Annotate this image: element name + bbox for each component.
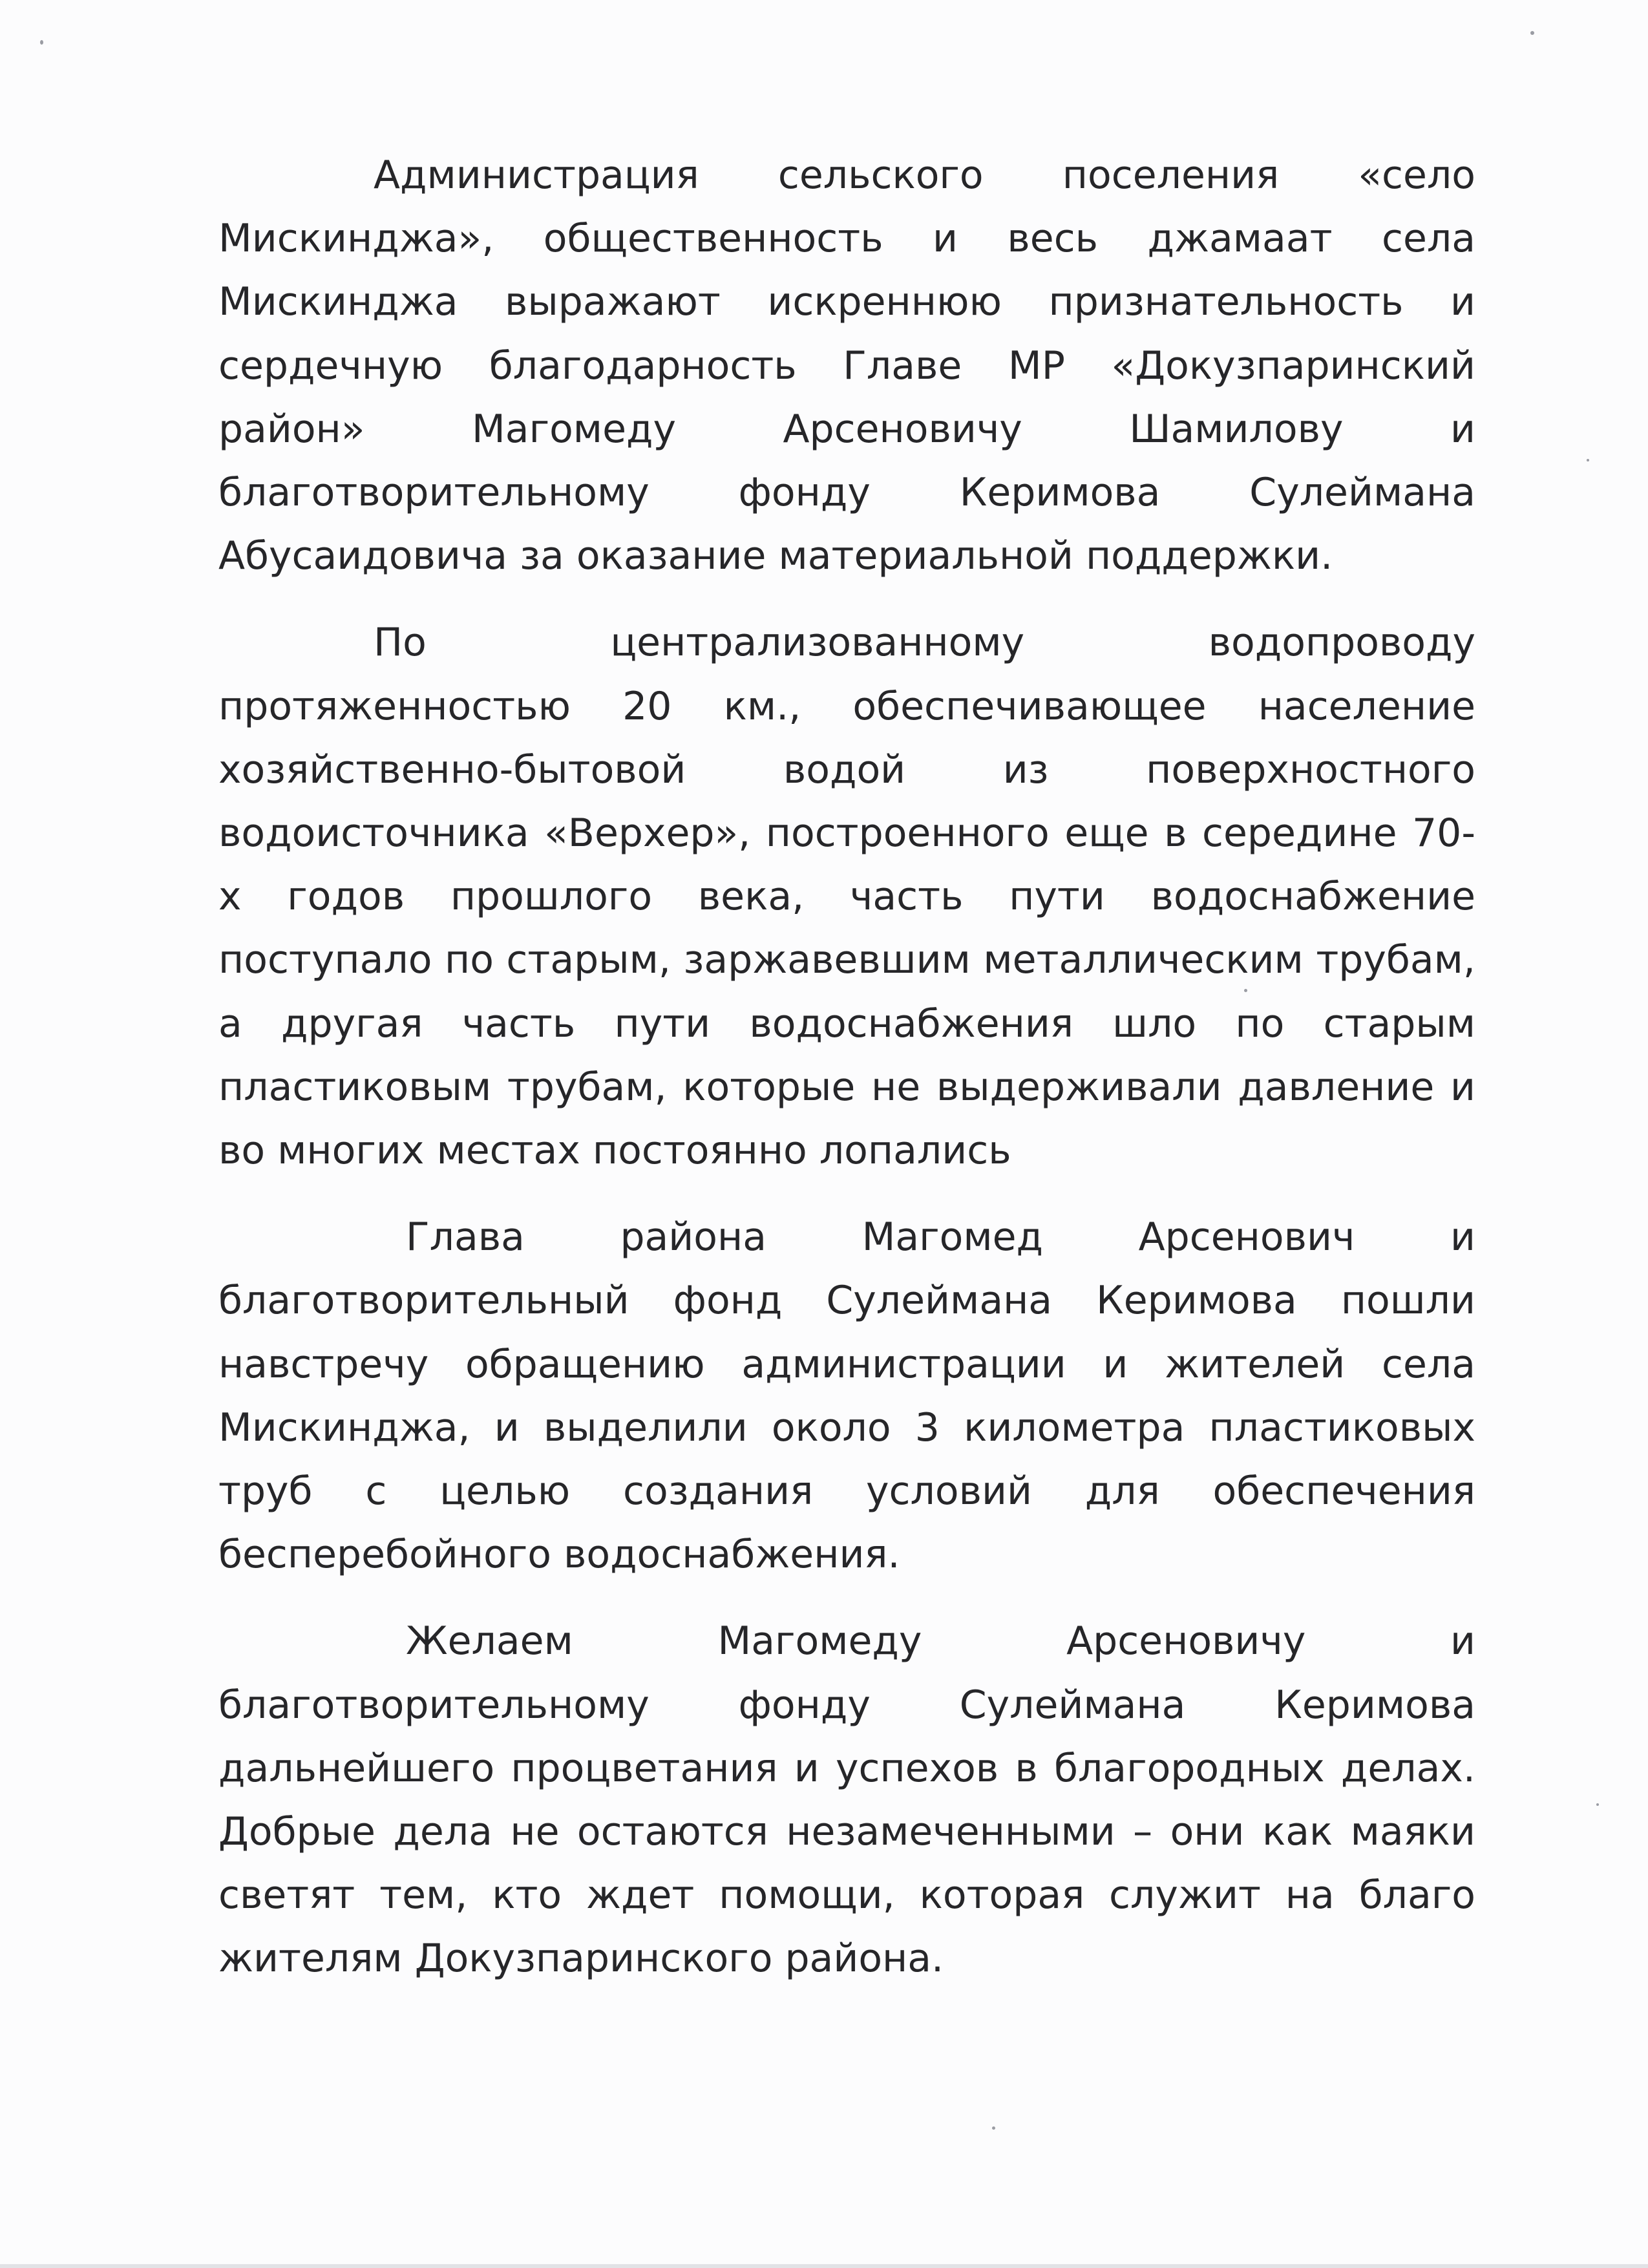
paragraph-gratitude: Администрация сельского поселения «село Мискинджа», общественность и весь джамаат села Мискинджа выражают искреннюю признательность и сердечную благодарность Главе МР «Докузпаринский район» Магомеду Арсеновичу Шамилову и благотворительному фонду Керимова Сулеймана Абусаидовича за оказание материальной поддержки. xyxy=(218,153,1475,579)
scan-speck xyxy=(1530,31,1534,35)
scan-speck xyxy=(992,2126,995,2130)
paragraph-water-pipeline: По централизованному водопроводу протяженностью 20 км., обеспечивающее население хозяйственно-бытовой водой из поверхностного водоисточника «Верхер», построенного еще в середине 70-х годов прошлого века, часть пути водоснабжение поступало по старым, заржавевшим металлическим трубам, а другая часть пути водоснабжения шло по старым пластиковым трубам, которые не выдерживали давление и во многих местах постоянно лопались xyxy=(218,620,1475,1174)
letter-body xyxy=(218,143,1475,2014)
paragraph-pipe-allocation: Глава района Магомед Арсенович и благотворительный фонд Сулеймана Керимова пошли навстречу обращению администрации и жителей села Мискинджа, и выделили около 3 километра пластиковых труб с целью создания условий для обеспечения бесперебойного водоснабжения. xyxy=(218,1214,1475,1578)
scan-speck xyxy=(1596,1803,1599,1806)
scan-speck xyxy=(40,40,43,45)
scan-bottom-edge xyxy=(0,2264,1648,2268)
paragraph-wishes: Желаем Магомеду Арсеновичу и благотворительному фонду Сулеймана Керимова дальнейшего процветания и успехов в благородных делах. Добрые дела не остаются незамеченными – они как маяки светят тем, кто ждет помощи, которая служит на благо жителям Докузпаринского района. xyxy=(218,1618,1475,1982)
scan-speck xyxy=(1587,459,1589,461)
